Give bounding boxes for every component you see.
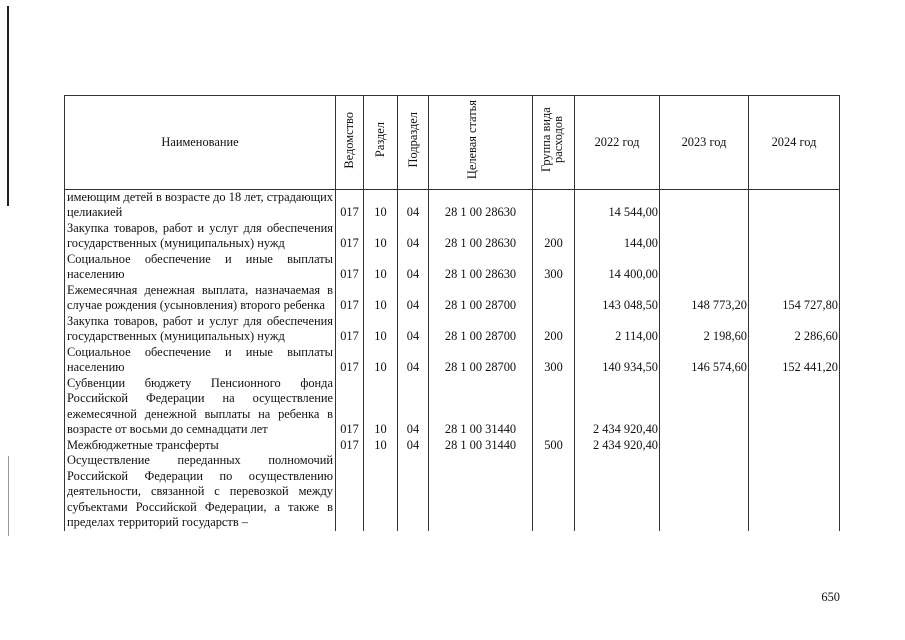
cell-group <box>533 189 575 221</box>
cell-group <box>533 283 575 314</box>
cell-name: Социальное обеспечение и иные выплаты населению <box>65 252 336 283</box>
cell-2022: 144,00 <box>575 221 660 252</box>
table-row <box>65 345 840 376</box>
cell-name: Социальное обеспечение и иные выплаты населению <box>65 345 336 376</box>
cell-target <box>429 453 533 531</box>
cell-subsection: 04 <box>398 252 429 283</box>
table-row <box>65 314 840 345</box>
cell-name: Закупка товаров, работ и услуг для обеспечения государственных (муниципальных) нужд <box>65 314 336 345</box>
cell-2022: 2 434 920,40 <box>575 376 660 438</box>
cell-2022: 14 544,00 <box>575 189 660 221</box>
cell-name: Осуществление переданных полномочий Российской Федерации по осуществлению деятельности, связанной с перевозкой между субъектами Российской Федерации, а также в пределах территорий государств – <box>65 453 336 531</box>
cell-subsection: 04 <box>398 345 429 376</box>
cell-subsection: 04 <box>398 438 429 454</box>
cell-dept: 017 <box>336 345 364 376</box>
cell-2022: 14 400,00 <box>575 252 660 283</box>
table-row <box>65 376 840 438</box>
budget-table <box>64 95 840 531</box>
cell-dept: 017 <box>336 438 364 454</box>
table-row <box>65 221 840 252</box>
cell-section <box>364 453 398 531</box>
binding-margin-line <box>7 6 9 206</box>
cell-2024 <box>749 376 840 438</box>
table-header-row <box>65 96 840 190</box>
header-2022: 2022 год <box>575 96 660 190</box>
cell-name: Закупка товаров, работ и услуг для обеспечения государственных (муниципальных) нужд <box>65 221 336 252</box>
cell-2024: 154 727,80 <box>749 283 840 314</box>
cell-2023: 146 574,60 <box>660 345 749 376</box>
cell-dept: 017 <box>336 189 364 221</box>
cell-subsection: 04 <box>398 221 429 252</box>
cell-target: 28 1 00 28630 <box>429 221 533 252</box>
cell-2023: 148 773,20 <box>660 283 749 314</box>
header-2024: 2024 год <box>749 96 840 190</box>
cell-dept: 017 <box>336 314 364 345</box>
cell-section: 10 <box>364 252 398 283</box>
cell-2023 <box>660 189 749 221</box>
cell-target: 28 1 00 28700 <box>429 283 533 314</box>
cell-2023 <box>660 453 749 531</box>
cell-section: 10 <box>364 221 398 252</box>
cell-2024 <box>749 252 840 283</box>
cell-group: 300 <box>533 345 575 376</box>
cell-2023 <box>660 221 749 252</box>
cell-target: 28 1 00 31440 <box>429 376 533 438</box>
cell-subsection <box>398 453 429 531</box>
cell-dept: 017 <box>336 283 364 314</box>
header-dept: Ведомство <box>336 96 364 190</box>
page-number: 650 <box>821 590 840 604</box>
cell-2024 <box>749 189 840 221</box>
table-body <box>65 189 840 531</box>
cell-group: 500 <box>533 438 575 454</box>
cell-subsection: 04 <box>398 376 429 438</box>
cell-2024: 152 441,20 <box>749 345 840 376</box>
cell-section: 10 <box>364 438 398 454</box>
cell-group: 200 <box>533 314 575 345</box>
header-2023: 2023 год <box>660 96 749 190</box>
cell-group: 200 <box>533 221 575 252</box>
cell-2023: 2 198,60 <box>660 314 749 345</box>
cell-2022: 2 434 920,40 <box>575 438 660 454</box>
header-name: Наименование <box>65 96 336 190</box>
table-row <box>65 252 840 283</box>
cell-target: 28 1 00 28700 <box>429 345 533 376</box>
cell-group <box>533 376 575 438</box>
cell-section: 10 <box>364 345 398 376</box>
cell-subsection: 04 <box>398 283 429 314</box>
cell-name: имеющим детей в возрасте до 18 лет, страдающих целиакией <box>65 189 336 221</box>
cell-dept: 017 <box>336 376 364 438</box>
table-row <box>65 189 840 221</box>
cell-2022: 2 114,00 <box>575 314 660 345</box>
cell-subsection: 04 <box>398 189 429 221</box>
cell-subsection: 04 <box>398 314 429 345</box>
cell-2022: 143 048,50 <box>575 283 660 314</box>
header-section: Раздел <box>364 96 398 190</box>
table-row <box>65 453 840 531</box>
cell-dept: 017 <box>336 221 364 252</box>
cell-dept: 017 <box>336 252 364 283</box>
cell-2024 <box>749 221 840 252</box>
cell-2022: 140 934,50 <box>575 345 660 376</box>
cell-target: 28 1 00 28630 <box>429 252 533 283</box>
cell-2024 <box>749 438 840 454</box>
table-row <box>65 438 840 454</box>
header-target: Целевая статья <box>429 96 533 190</box>
cell-2024 <box>749 453 840 531</box>
binding-margin-line-lower <box>8 456 9 536</box>
cell-section: 10 <box>364 376 398 438</box>
cell-2024: 2 286,60 <box>749 314 840 345</box>
header-subsection: Подраздел <box>398 96 429 190</box>
cell-section: 10 <box>364 314 398 345</box>
cell-name: Ежемесячная денежная выплата, назначаемая в случае рождения (усыновления) второго ребенка <box>65 283 336 314</box>
cell-2023 <box>660 252 749 283</box>
cell-2023 <box>660 438 749 454</box>
cell-group <box>533 453 575 531</box>
cell-section: 10 <box>364 189 398 221</box>
cell-target: 28 1 00 28630 <box>429 189 533 221</box>
cell-target: 28 1 00 31440 <box>429 438 533 454</box>
cell-name: Межбюджетные трансферты <box>65 438 336 454</box>
cell-name: Субвенции бюджету Пенсионного фонда Российской Федерации на осуществление ежемесячной денежной выплаты на ребенка в возрасте от восьми до семнадцати лет <box>65 376 336 438</box>
table-row <box>65 283 840 314</box>
cell-target: 28 1 00 28700 <box>429 314 533 345</box>
cell-group: 300 <box>533 252 575 283</box>
cell-2023 <box>660 376 749 438</box>
cell-section: 10 <box>364 283 398 314</box>
cell-dept <box>336 453 364 531</box>
cell-2022 <box>575 453 660 531</box>
header-group: Группа вида расходов <box>533 96 575 190</box>
